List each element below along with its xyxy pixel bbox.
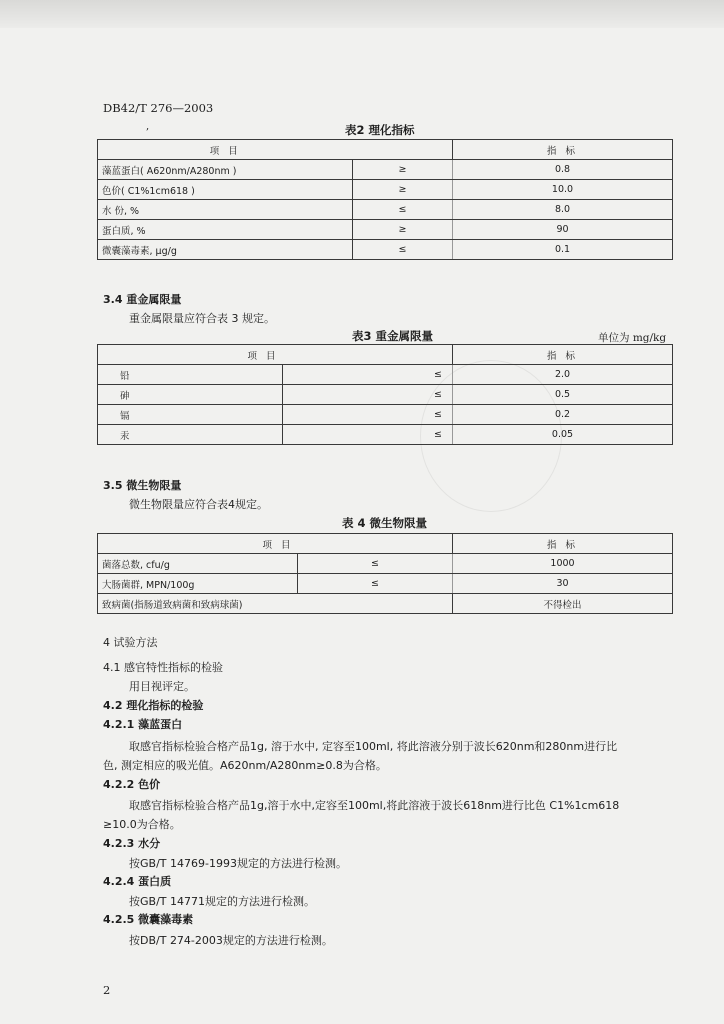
table4-sym: ≤ [298, 574, 453, 594]
table2-item: 蛋白质, % [98, 220, 353, 240]
table3-head-value: 指 标 [453, 345, 673, 365]
table3-item: 砷 [98, 385, 283, 405]
table3-sym: ≤ [283, 405, 453, 425]
table4-caption: 表 4 微生物限量 [342, 516, 428, 530]
table-row [98, 160, 673, 180]
section-4-2-title: 4.2 理化指标的检验 [103, 699, 204, 712]
table4-head-value: 指 标 [453, 534, 673, 554]
section-4-2-5-title: 4.2.5 微囊藻毒素 [103, 913, 194, 926]
table3-item: 汞 [98, 425, 283, 445]
table2-value: 8.0 [453, 200, 673, 220]
section-4-2-5-text: 按DB/T 274-2003规定的方法进行检测。 [129, 934, 333, 947]
table2-sym: ≤ [353, 200, 453, 220]
table2-head-item: 项 目 [98, 140, 353, 160]
section-4-2-2-line2: ≥10.0为合格。 [103, 818, 181, 831]
table2-sym: ≥ [353, 180, 453, 200]
table3-value: 0.05 [453, 425, 673, 445]
table-row [98, 220, 673, 240]
section-3-4-title: 3.4 重金属限量 [103, 293, 182, 306]
section-3-4-text: 重金属限量应符合表 3 规定。 [129, 312, 275, 325]
section-4-title: 4 试验方法 [103, 636, 158, 649]
table4-sym [298, 594, 453, 614]
section-4-2-3-title: 4.2.3 水分 [103, 837, 161, 850]
table2-header-row [98, 140, 673, 160]
table3-value: 0.5 [453, 385, 673, 405]
table-row [98, 240, 673, 260]
table2-value: 90 [453, 220, 673, 240]
section-4-1-text: 用目视评定。 [129, 680, 195, 693]
table2-caption: 表2 理化指标 [345, 123, 415, 137]
table4-item: 菌落总数, cfu/g [98, 554, 298, 574]
scan-top-shadow [0, 0, 724, 28]
section-4-2-4-text: 按GB/T 14771规定的方法进行检测。 [129, 895, 315, 908]
table3 [97, 344, 673, 445]
section-3-5-text: 微生物限量应符合表4规定。 [129, 498, 268, 511]
section-4-2-2-line1: 取感官指标检验合格产品1g,溶于水中,定容至100ml,将此溶液于波长618nm进行比色 C1%1cm618 [129, 799, 620, 812]
table-row [98, 554, 673, 574]
table4-value: 30 [453, 574, 673, 594]
section-4-2-1-title: 4.2.1 藻蓝蛋白 [103, 718, 183, 731]
table4-head-item: 项 目 [98, 534, 298, 554]
table-row [98, 405, 673, 425]
table2-sym: ≥ [353, 220, 453, 240]
section-4-2-4-title: 4.2.4 蛋白质 [103, 875, 172, 888]
table-row [98, 385, 673, 405]
section-4-2-1-line2: 色, 测定相应的吸光值。A620nm/A280nm≥0.8为合格。 [103, 759, 387, 772]
table4-item: 大肠菌群, MPN/100g [98, 574, 298, 594]
table3-caption: 表3 重金属限量 [352, 329, 434, 343]
table2-value: 0.1 [453, 240, 673, 260]
document-header: DB42/T 276—2003 [103, 101, 214, 115]
table4 [97, 533, 673, 614]
table-row [98, 594, 673, 614]
table2-sym: ≥ [353, 160, 453, 180]
table4-head-spacer [298, 534, 453, 554]
table4-item: 致病菌(指肠道致病菌和致病球菌) [98, 594, 298, 614]
table2-value: 10.0 [453, 180, 673, 200]
table3-value: 2.0 [453, 365, 673, 385]
table-row [98, 180, 673, 200]
table3-head-spacer [283, 345, 453, 365]
table2-sym: ≤ [353, 240, 453, 260]
table3-sym: ≤ [283, 365, 453, 385]
table3-sym: ≤ [283, 425, 453, 445]
table2-item: 微囊藻毒素, μg/g [98, 240, 353, 260]
table-row [98, 425, 673, 445]
table3-sym: ≤ [283, 385, 453, 405]
table3-head-item: 项 目 [98, 345, 283, 365]
section-4-2-1-line1: 取感官指标检验合格产品1g, 溶于水中, 定容至100ml, 将此溶液分别于波长620nm和280nm进行比 [129, 740, 618, 753]
table2-item: 色价( C1%1cm618 ) [98, 180, 353, 200]
table-row [98, 365, 673, 385]
table-row [98, 574, 673, 594]
table4-sym: ≤ [298, 554, 453, 574]
section-4-2-3-text: 按GB/T 14769-1993规定的方法进行检测。 [129, 857, 347, 870]
tick-mark: , [146, 121, 150, 132]
table2-head-value: 指 标 [453, 140, 673, 160]
table4-header-row [98, 534, 673, 554]
table3-header-row [98, 345, 673, 365]
section-4-1-title: 4.1 感官特性指标的检验 [103, 661, 223, 674]
section-4-2-2-title: 4.2.2 色价 [103, 778, 161, 791]
table3-item: 铅 [98, 365, 283, 385]
table2-head-spacer [353, 140, 453, 160]
table-row [98, 200, 673, 220]
table3-value: 0.2 [453, 405, 673, 425]
table4-value: 1000 [453, 554, 673, 574]
page-number: 2 [103, 983, 111, 997]
table3-unit: 单位为 mg/kg [598, 332, 667, 344]
table2-item: 水 份, % [98, 200, 353, 220]
table3-item: 镉 [98, 405, 283, 425]
table4-value: 不得检出 [453, 594, 673, 614]
table2 [97, 139, 673, 260]
section-3-5-title: 3.5 微生物限量 [103, 479, 182, 492]
table2-item: 藻蓝蛋白( A620nm/A280nm ) [98, 160, 353, 180]
table2-value: 0.8 [453, 160, 673, 180]
